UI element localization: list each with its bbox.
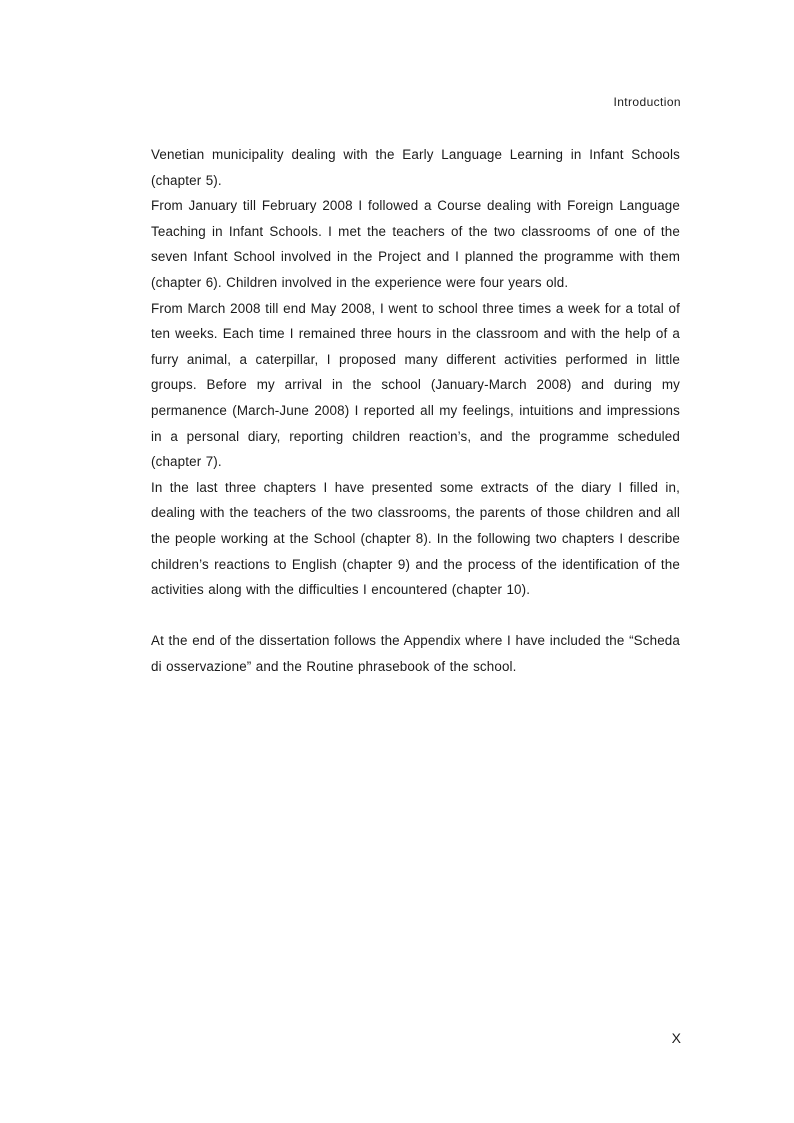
paragraph-continuation: Venetian municipality dealing with the Early Language Learning in Infant Schools (chapter 5). <box>151 147 680 188</box>
paragraph-course: From January till February 2008 I followed a Course dealing with Foreign Language Teaching in Infant Schools. I met the teachers of the two classrooms of one of the seven Infant School involved in the Project and I planned the programme with them (chapter 6). Children involved in the experience were four years old. <box>151 198 680 290</box>
running-header-section-title: Introduction <box>613 95 681 109</box>
paragraph-appendix: At the end of the dissertation follows the Appendix where I have included the “Scheda di osservazione” and the Routine phrasebook of the school. <box>151 633 680 674</box>
body-text <box>151 142 680 679</box>
page-number: X <box>671 1030 681 1046</box>
paragraph-school-visits: From March 2008 till end May 2008, I went to school three times a week for a total of ten weeks. Each time I remained three hours in the classroom and with the help of a furry animal, a caterpillar, I proposed many different activities performed in little groups. Before my arrival in the school (January-March 2008) and during my permanence (March-June 2008) I reported all my feelings, intuitions and impressions in a personal diary, reporting children reaction’s, and the programme scheduled (chapter 7). <box>151 300 680 470</box>
paragraph-last-chapters: In the last three chapters I have presented some extracts of the diary I filled in, dealing with the teachers of the two classrooms, the parents of those children and all the people working at the School (chapter 8). In the following two chapters I describe children’s reactions to English (chapter 9) and the process of the identification of the activities along with the difficulties I encountered (chapter 10). <box>151 479 680 598</box>
paragraph-spacer <box>151 603 680 629</box>
